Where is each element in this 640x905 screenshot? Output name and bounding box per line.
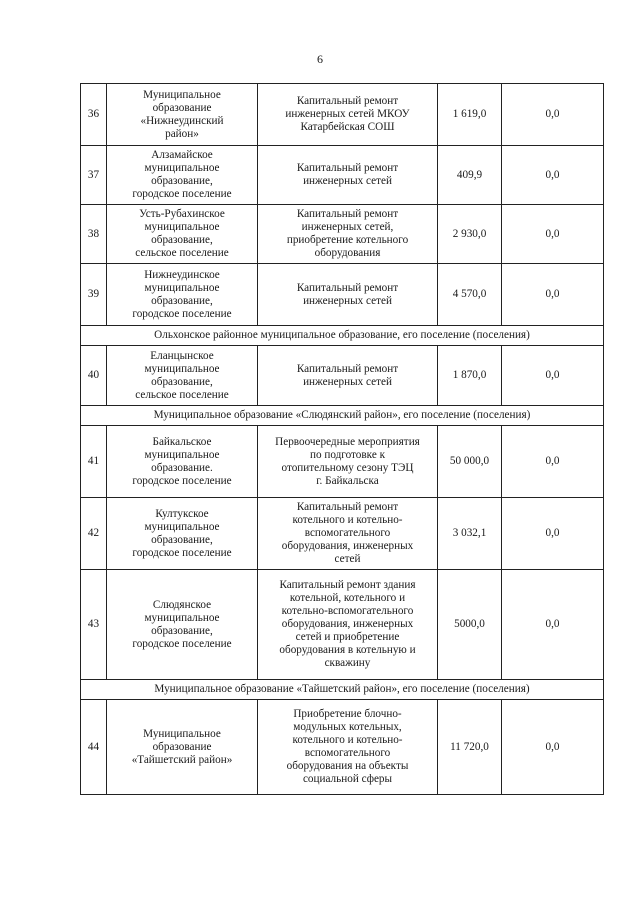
municipality-cell: Муниципальное образование «Нижнеудинский район» bbox=[107, 84, 258, 146]
work-description-cell: Капитальный ремонт инженерных сетей, приобретение котельного оборудования bbox=[258, 205, 438, 264]
row-number-cell: 42 bbox=[81, 498, 107, 570]
section-title: Муниципальное образование «Слюдянский район», его поселение (поселения) bbox=[81, 406, 604, 426]
amount-cell: 50 000,0 bbox=[438, 426, 502, 498]
amount-cell: 3 032,1 bbox=[438, 498, 502, 570]
row-number-cell: 40 bbox=[81, 346, 107, 406]
other-amount-cell: 0,0 bbox=[502, 205, 604, 264]
table-row bbox=[81, 498, 604, 570]
amount-cell: 409,9 bbox=[438, 146, 502, 205]
municipality-cell: Усть-Рубахинское муниципальное образование, сельское поселение bbox=[107, 205, 258, 264]
table-row bbox=[81, 84, 604, 146]
row-number-cell: 44 bbox=[81, 700, 107, 795]
table-row bbox=[81, 426, 604, 498]
row-number-cell: 37 bbox=[81, 146, 107, 205]
row-number-cell: 36 bbox=[81, 84, 107, 146]
other-amount-cell: 0,0 bbox=[502, 498, 604, 570]
table-row bbox=[81, 700, 604, 795]
section-row bbox=[81, 406, 604, 426]
other-amount-cell: 0,0 bbox=[502, 264, 604, 326]
row-number-cell: 41 bbox=[81, 426, 107, 498]
amount-cell: 11 720,0 bbox=[438, 700, 502, 795]
page-number: 6 bbox=[317, 52, 323, 66]
municipality-cell: Муниципальное образование «Тайшетский район» bbox=[107, 700, 258, 795]
other-amount-cell: 0,0 bbox=[502, 570, 604, 680]
table-row bbox=[81, 205, 604, 264]
table-row bbox=[81, 346, 604, 406]
municipality-cell: Слюдянское муниципальное образование, городское поселение bbox=[107, 570, 258, 680]
row-number-cell: 43 bbox=[81, 570, 107, 680]
amount-cell: 5000,0 bbox=[438, 570, 502, 680]
work-description-cell: Капитальный ремонт инженерных сетей bbox=[258, 264, 438, 326]
work-description-cell: Капитальный ремонт котельного и котельно- вспомогательного оборудования, инженерных сетей bbox=[258, 498, 438, 570]
municipality-cell: Еланцынское муниципальное образование, сельское поселение bbox=[107, 346, 258, 406]
section-row bbox=[81, 680, 604, 700]
work-description-cell: Капитальный ремонт инженерных сетей bbox=[258, 346, 438, 406]
row-number-cell: 39 bbox=[81, 264, 107, 326]
work-description-cell: Капитальный ремонт здания котельной, котельного и котельно-вспомогательного оборудования, инженерных сетей и приобретение оборудования в котельную и скважину bbox=[258, 570, 438, 680]
other-amount-cell: 0,0 bbox=[502, 700, 604, 795]
table-row bbox=[81, 146, 604, 205]
amount-cell: 1 870,0 bbox=[438, 346, 502, 406]
municipality-cell: Байкальское муниципальное образование. городское поселение bbox=[107, 426, 258, 498]
amount-cell: 4 570,0 bbox=[438, 264, 502, 326]
other-amount-cell: 0,0 bbox=[502, 346, 604, 406]
amount-cell: 2 930,0 bbox=[438, 205, 502, 264]
section-title: Ольхонское районное муниципальное образование, его поселение (поселения) bbox=[81, 326, 604, 346]
row-number-cell: 38 bbox=[81, 205, 107, 264]
municipality-cell: Култукское муниципальное образование, городское поселение bbox=[107, 498, 258, 570]
funding-table bbox=[80, 83, 604, 795]
section-row bbox=[81, 326, 604, 346]
table-row bbox=[81, 570, 604, 680]
other-amount-cell: 0,0 bbox=[502, 84, 604, 146]
other-amount-cell: 0,0 bbox=[502, 426, 604, 498]
work-description-cell: Приобретение блочно- модульных котельных, котельного и котельно- вспомогательного оборудования на объекты социальной сферы bbox=[258, 700, 438, 795]
municipality-cell: Алзамайское муниципальное образование, городское поселение bbox=[107, 146, 258, 205]
other-amount-cell: 0,0 bbox=[502, 146, 604, 205]
table-row bbox=[81, 264, 604, 326]
work-description-cell: Первоочередные мероприятия по подготовке к отопительному сезону ТЭЦ г. Байкальска bbox=[258, 426, 438, 498]
section-title: Муниципальное образование «Тайшетский район», его поселение (поселения) bbox=[81, 680, 604, 700]
municipality-cell: Нижнеудинское муниципальное образование, городское поселение bbox=[107, 264, 258, 326]
work-description-cell: Капитальный ремонт инженерных сетей МКОУ Катарбейская СОШ bbox=[258, 84, 438, 146]
amount-cell: 1 619,0 bbox=[438, 84, 502, 146]
work-description-cell: Капитальный ремонт инженерных сетей bbox=[258, 146, 438, 205]
